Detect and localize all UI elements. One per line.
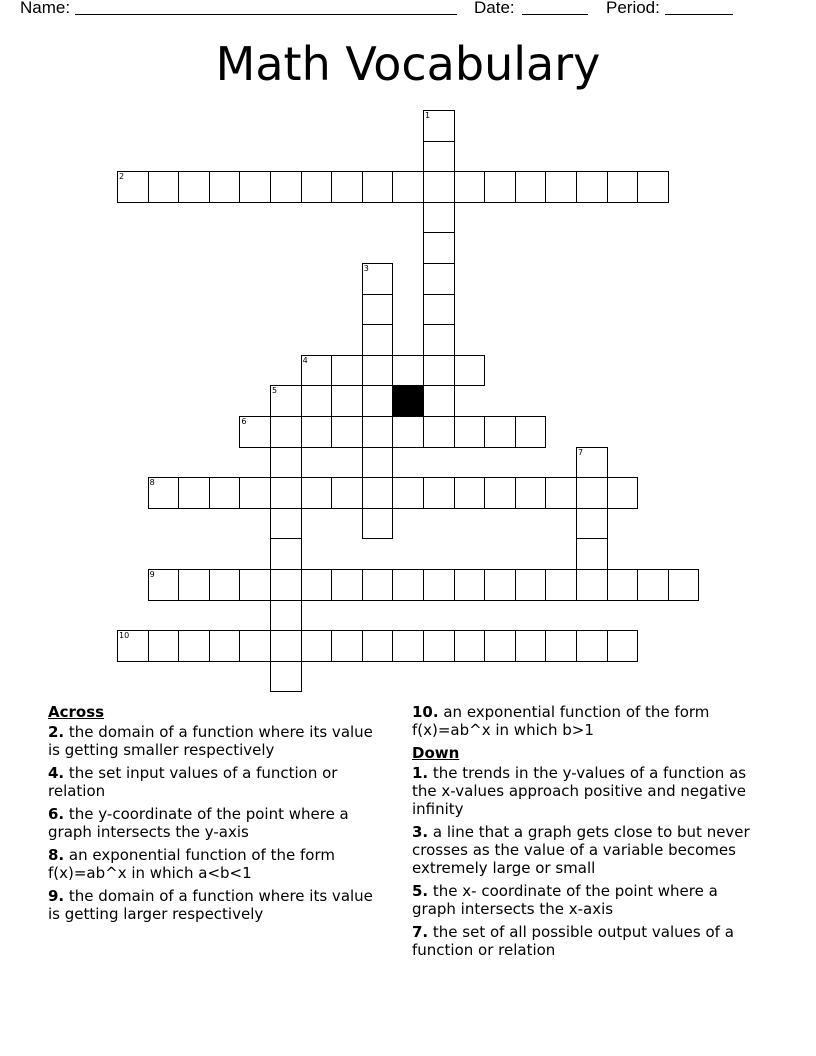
clue-item-text: the domain of a function where its value is getting larger respectively	[48, 887, 373, 923]
date-label: Date:	[474, 0, 515, 17]
grid-cell[interactable]	[545, 171, 577, 203]
grid-cell[interactable]	[607, 171, 639, 203]
grid-cell[interactable]	[362, 171, 394, 203]
grid-cell[interactable]	[270, 661, 302, 693]
grid-cell[interactable]	[301, 416, 333, 448]
grid-cell[interactable]	[423, 202, 455, 234]
grid-cell[interactable]	[576, 508, 608, 540]
grid-cell[interactable]	[454, 171, 486, 203]
grid-cell[interactable]	[270, 630, 302, 662]
grid-cell[interactable]	[423, 141, 455, 173]
grid-cell[interactable]	[270, 447, 302, 479]
grid-cell[interactable]	[423, 355, 455, 387]
clue-item	[48, 764, 388, 800]
clue-item	[412, 764, 762, 818]
grid-cell[interactable]	[668, 569, 700, 601]
grid-cell[interactable]	[423, 416, 455, 448]
down-heading: Down	[412, 744, 460, 762]
grid-cell[interactable]	[607, 569, 639, 601]
grid-cell[interactable]	[331, 569, 363, 601]
grid-cell[interactable]	[209, 630, 241, 662]
grid-cell[interactable]	[239, 171, 271, 203]
grid-cell[interactable]	[515, 569, 547, 601]
clue-item-number: 3.	[412, 823, 429, 841]
clue-item	[48, 723, 388, 759]
grid-cell[interactable]	[239, 630, 271, 662]
grid-cell[interactable]	[423, 630, 455, 662]
clue-item-number: 1.	[412, 764, 429, 782]
grid-cell[interactable]	[362, 477, 394, 509]
grid-cell[interactable]	[392, 416, 424, 448]
clue-item-number: 7.	[412, 923, 429, 941]
grid-cell[interactable]	[454, 355, 486, 387]
grid-cell[interactable]	[362, 447, 394, 479]
clue-item	[412, 882, 762, 918]
clue-item-text: the x- coordinate of the point where a graph intersects the x-axis	[412, 882, 718, 918]
grid-cell[interactable]	[515, 477, 547, 509]
clue-number: 7	[578, 447, 584, 457]
grid-cell[interactable]	[331, 171, 363, 203]
clue-item	[412, 923, 762, 959]
grid-cell[interactable]	[423, 477, 455, 509]
grid-cell[interactable]	[209, 171, 241, 203]
grid-cell[interactable]	[515, 630, 547, 662]
clue-number: 6	[241, 417, 247, 426]
down-clue-list	[412, 764, 762, 959]
grid-cell[interactable]	[362, 416, 394, 448]
clue-item	[412, 703, 762, 739]
clue-number: 3	[363, 264, 369, 273]
grid-cell[interactable]	[423, 324, 455, 356]
grid-cell[interactable]	[178, 630, 210, 662]
grid-cell[interactable]	[637, 569, 669, 601]
grid-cell[interactable]	[637, 171, 669, 203]
grid-cell[interactable]	[331, 355, 363, 387]
clues-column-left	[48, 703, 388, 928]
grid-cell[interactable]	[515, 416, 547, 448]
clue-item-text: an exponential function of the form f(x)=ab^x in which b>1	[412, 703, 710, 739]
clue-item-text: an exponential function of the form f(x)=ab^x in which a<b<1	[48, 846, 335, 882]
grid-cell[interactable]	[362, 294, 394, 326]
grid-cell[interactable]	[484, 416, 516, 448]
grid-cell[interactable]	[576, 538, 608, 570]
clues-column-right	[412, 703, 762, 964]
across-clue-list-continued	[412, 703, 762, 739]
grid-cell[interactable]	[362, 508, 394, 540]
grid-cell[interactable]	[576, 630, 608, 662]
clue-item-text: the set input values of a function or relation	[48, 764, 338, 800]
grid-cell[interactable]	[239, 477, 271, 509]
grid-cell[interactable]	[331, 630, 363, 662]
grid-cell[interactable]	[362, 630, 394, 662]
grid-cell[interactable]	[545, 630, 577, 662]
clue-item-number: 10.	[412, 703, 439, 721]
grid-cell[interactable]	[454, 477, 486, 509]
grid-cell[interactable]	[270, 416, 302, 448]
grid-cell[interactable]	[270, 171, 302, 203]
name-label: Name:	[20, 0, 71, 17]
clue-item-number: 4.	[48, 764, 65, 782]
grid-cell[interactable]	[423, 263, 455, 295]
grid-cell[interactable]	[362, 569, 394, 601]
grid-cell[interactable]	[607, 477, 639, 509]
grid-cell[interactable]	[392, 171, 424, 203]
clue-number: 5	[272, 386, 278, 396]
clue-item	[412, 823, 762, 877]
grid-cell[interactable]	[454, 416, 486, 448]
clue-item-text: a line that a graph gets close to but never crosses as the value of a variable becomes extremely large or small	[412, 823, 750, 877]
grid-cell[interactable]	[576, 171, 608, 203]
grid-cell[interactable]	[607, 630, 639, 662]
grid-cell[interactable]	[331, 416, 363, 448]
grid-cell[interactable]	[515, 171, 547, 203]
grid-cell[interactable]	[423, 171, 455, 203]
grid-cell[interactable]	[301, 171, 333, 203]
grid-cell[interactable]	[545, 569, 577, 601]
grid-cell[interactable]	[209, 569, 241, 601]
grid-cell[interactable]	[392, 355, 424, 387]
grid-cell[interactable]	[423, 294, 455, 326]
period-label: Period:	[606, 0, 660, 17]
grid-cell[interactable]	[545, 477, 577, 509]
clue-number: 9	[149, 570, 155, 579]
grid-cell[interactable]	[209, 477, 241, 509]
clue-item	[48, 887, 388, 923]
clue-item	[48, 846, 388, 882]
grid-cell[interactable]	[362, 385, 394, 417]
black-cell	[392, 385, 424, 417]
grid-cell[interactable]	[178, 477, 210, 509]
grid-cell[interactable]	[270, 508, 302, 540]
clue-number: 1	[425, 111, 431, 120]
grid-cell[interactable]	[392, 630, 424, 662]
page-title: Math Vocabulary	[215, 37, 601, 91]
grid-cell[interactable]	[484, 630, 516, 662]
grid-cell[interactable]	[301, 385, 333, 417]
clue-item-number: 6.	[48, 805, 65, 823]
clue-item-text: the set of all possible output values of a function or relation	[412, 923, 734, 959]
clue-item-text: the y-coordinate of the point where a graph intersects the y-axis	[48, 805, 349, 841]
grid-cell[interactable]	[576, 569, 608, 601]
grid-cell[interactable]	[239, 569, 271, 601]
clue-item-number: 8.	[48, 846, 65, 864]
clue-number: 8	[149, 478, 155, 488]
grid-cell[interactable]	[423, 232, 455, 264]
grid-cell[interactable]	[423, 569, 455, 601]
grid-cell[interactable]	[454, 630, 486, 662]
grid-cell[interactable]	[301, 630, 333, 662]
grid-cell[interactable]	[484, 477, 516, 509]
grid-cell[interactable]	[484, 569, 516, 601]
grid-cell[interactable]	[392, 477, 424, 509]
grid-cell[interactable]	[270, 477, 302, 509]
grid-cell[interactable]	[362, 324, 394, 356]
grid-cell[interactable]	[331, 385, 363, 417]
grid-cell[interactable]	[178, 171, 210, 203]
grid-cell[interactable]	[270, 600, 302, 632]
grid-cell[interactable]	[301, 477, 333, 509]
across-heading: Across	[48, 703, 105, 721]
across-clue-list	[48, 723, 388, 923]
clue-number: 10	[119, 631, 130, 641]
clue-item-number: 2.	[48, 723, 65, 741]
clue-number: 2	[119, 172, 125, 182]
grid-cell[interactable]	[270, 569, 302, 601]
grid-cell[interactable]	[148, 630, 180, 662]
grid-cell[interactable]	[178, 569, 210, 601]
grid-cell[interactable]	[423, 385, 455, 417]
grid-cell[interactable]	[270, 538, 302, 570]
clue-item-text: the trends in the y-values of a function as the x-values approach positive and negative infinity	[412, 764, 747, 818]
grid-cell[interactable]	[301, 569, 333, 601]
grid-cell[interactable]	[362, 355, 394, 387]
grid-cell[interactable]	[148, 171, 180, 203]
grid-cell[interactable]	[392, 569, 424, 601]
clue-number: 4	[302, 355, 308, 365]
grid-cell[interactable]	[576, 477, 608, 509]
clue-item-number: 9.	[48, 887, 65, 905]
grid-cell[interactable]	[331, 477, 363, 509]
grid-cell[interactable]	[484, 171, 516, 203]
clue-item	[48, 805, 388, 841]
grid-cell[interactable]	[454, 569, 486, 601]
clue-item-text: the domain of a function where its value is getting smaller respectively	[48, 723, 373, 759]
clue-item-number: 5.	[412, 882, 429, 900]
